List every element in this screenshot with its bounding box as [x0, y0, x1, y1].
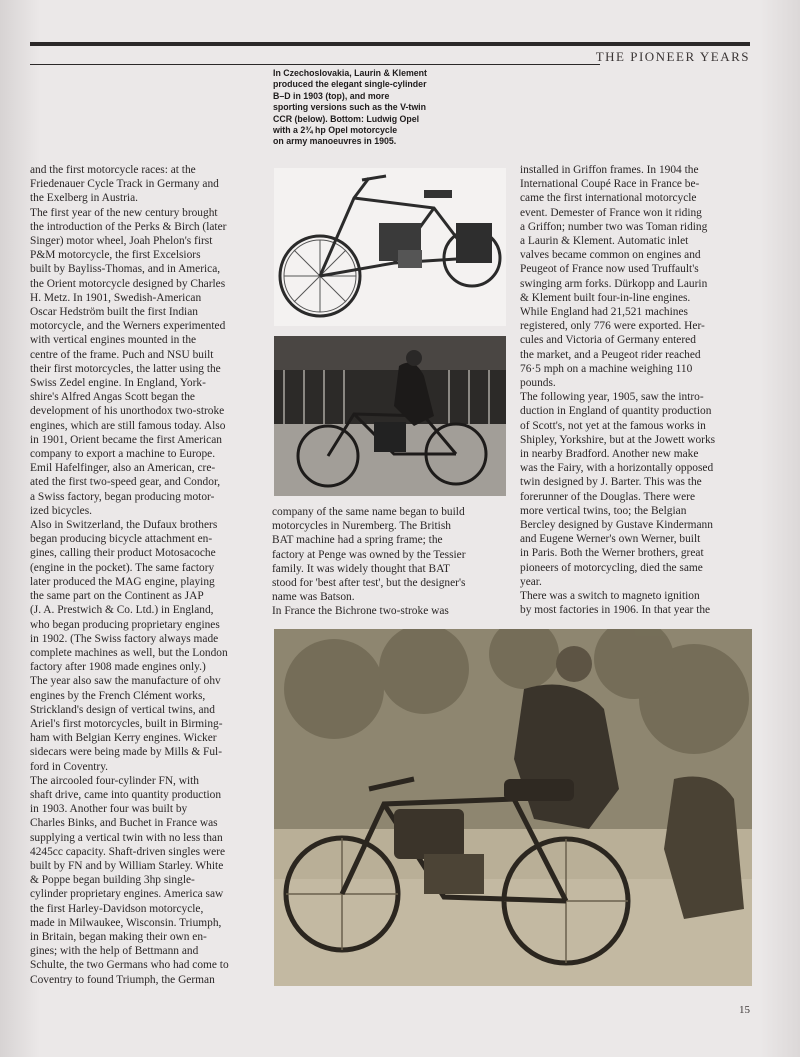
column-3-line: The following year, 1905, saw the intro- [520, 391, 704, 404]
column-1-line: ham with Belgian Kerry engines. Wicker [30, 732, 217, 745]
column-3-line: duction in England of quantity production [520, 405, 712, 418]
column-1-line: company to export a machine to Europe. [30, 448, 216, 461]
column-1-line: H. Metz. In 1901, Swedish-American [30, 291, 202, 304]
column-1-line: (J. A. Prestwich & Co. Ltd.) in England, [30, 604, 214, 617]
column-1-line: sidecars were being made by Mills & Ful- [30, 746, 223, 759]
column-1-line: & Poppe began building 3hp single- [30, 874, 195, 887]
column-1-line: the first Harley-Davidson motorcycle, [30, 902, 204, 915]
column-1-line: The aircooled four-cylinder FN, with [30, 774, 199, 787]
column-3-line: in nearby Bradford. Another new make [520, 448, 699, 461]
column-1-line: with vertical engines mounted in the [30, 334, 197, 347]
column-3-line: was the Fairy, with a horizontally opposed [520, 462, 714, 475]
column-1-line: ford in Coventry. [30, 760, 109, 773]
column-1-line: in 1903. Another four was built by [30, 803, 188, 816]
column-1-line: The year also saw the manufacture of ohv [30, 675, 221, 688]
column-1-line: The first year of the new century brought [30, 206, 218, 219]
column-2-line: family. It was widely thought that BAT [272, 562, 451, 575]
column-1-line: supplying a vertical twin with no less than [30, 831, 223, 844]
column-3-line: installed in Griffon frames. In 1904 the [520, 164, 699, 176]
column-3-line: in Paris. Both the Werner brothers, great [520, 547, 704, 560]
column-1-line: shaft drive, came into quantity production [30, 788, 222, 801]
column-1-line: Oscar Hedström built the first Indian [30, 306, 198, 319]
column-3-line: by most factories in 1906. In that year the [520, 604, 711, 617]
column-3-line: pounds. [520, 377, 556, 390]
column-3-line: Peugeot of France now used Truffault's [520, 263, 699, 276]
column-3-line: International Coupé Race in France be- [520, 178, 700, 191]
motorcycle-illustration-1 [274, 168, 506, 326]
column-3-line: a Griffon; number two was Toman riding [520, 220, 708, 233]
caption-line: on army manoeuvres in 1905. [273, 136, 397, 147]
column-3-line: twin designed by J. Barter. This was the [520, 476, 702, 489]
column-1-line: engines, which are still famous today. Also [30, 419, 226, 432]
column-3-line: While England had 21,521 machines [520, 306, 688, 319]
column-1-line: later produced the MAG engine, playing [30, 575, 215, 588]
photo-caption [273, 68, 513, 148]
column-1-line: their first motorcycles, the latter using the [30, 362, 221, 375]
column-3-line: & Klement built four-in-line engines. [520, 291, 691, 304]
column-1-line: engines by the French Clément works, [30, 689, 206, 702]
running-head: THE PIONEER YEARS [595, 49, 750, 64]
caption-line: In Czechoslovakia, Laurin & Klement [273, 68, 427, 78]
column-1-line: Coventry to found Triumph, the German [30, 973, 215, 986]
column-3-line: forerunner of the Douglas. There were [520, 490, 696, 503]
column-1-line: the Orient motorcycle designed by Charles [30, 277, 226, 290]
column-3-line: registered, only 776 were exported. Her- [520, 320, 705, 333]
column-1-line: ated the first two-speed gear, and Condor, [30, 476, 221, 489]
column-3-line: pioneers of motorcycling, died the same [520, 561, 703, 574]
column-1-line: made in Milwaukee, Wisconsin. Triumph, [30, 916, 222, 929]
column-3-line: came the first international motorcycle [520, 192, 697, 205]
caption-line: B–D in 1903 (top), and more [273, 90, 390, 101]
photo-laurin-klement-bd [274, 168, 506, 326]
column-3-line: and Eugene Werner's own Werner, built [520, 533, 701, 546]
column-3-line: There was a switch to magneto ignition [520, 590, 700, 603]
column-1-line: built by Bayliss-Thomas, and in America, [30, 263, 221, 276]
column-1-line: Schulte, the two Germans who had come to [30, 959, 229, 972]
column-1-line: Emil Hafelfinger, also an American, cre- [30, 462, 216, 475]
caption-line: with a 2¾ hp Opel motorcycle [273, 125, 398, 136]
column-1-line: centre of the frame. Puch and NSU built [30, 348, 214, 361]
column-2-line: stood for 'best after test', but the designer's [272, 577, 466, 590]
column-3-line: more vertical twins, too; the Belgian [520, 504, 687, 517]
column-1-line: in 1901, Orient became the first American [30, 433, 222, 446]
column-2-line: company of the same name began to build [272, 506, 465, 518]
column-2-line: BAT machine had a spring frame; the [272, 534, 443, 547]
header-rule-thick [30, 42, 750, 46]
column-1-line: the Exelberg in Austria. [30, 192, 138, 205]
column-1-line: cylinder proprietary engines. America saw [30, 888, 224, 901]
column-3-line: the market, and a Peugeot rider reached [520, 348, 701, 361]
column-1-line: gines, calling their product Motosacoche [30, 547, 216, 560]
text-column-2 [272, 505, 508, 619]
column-1-line: ized bicycles. [30, 504, 92, 517]
column-1-line: gines; with the help of Bettmann and [30, 945, 199, 958]
text-column-3 [520, 163, 756, 618]
caption-line: produced the elegant single-cylinder [273, 79, 427, 90]
column-2-line: motorcycles in Nuremberg. The British [272, 520, 451, 533]
motorcycle-illustration-3 [274, 629, 752, 986]
column-1-line: Singer) motor wheel, Joah Phelon's first [30, 235, 213, 248]
column-1-line: development of his unorthodox two-stroke [30, 405, 225, 418]
header-rule-thin [30, 64, 600, 65]
motorcycle-illustration-2 [274, 336, 506, 496]
photo-laurin-klement-ccr [274, 336, 506, 496]
column-1-line: Swiss Zedel engine. In England, York- [30, 377, 206, 390]
column-1-line: in Britain, began making their own en- [30, 930, 207, 943]
column-1-line: Friedenauer Cycle Track in Germany and [30, 178, 219, 191]
column-1-line: shire's Alfred Angas Scott began the [30, 391, 195, 404]
column-1-line: and the first motorcycle races: at the [30, 164, 196, 176]
column-2-line: factory at Penge was owned by the Tessier [272, 548, 466, 561]
column-3-line: cules and Victoria of Germany entered [520, 334, 696, 347]
column-3-line: event. Demester of France won it riding [520, 206, 702, 219]
column-1-line: began producing bicycle attachment en- [30, 533, 213, 546]
column-1-line: a Swiss factory, began producing motor- [30, 490, 215, 503]
column-1-line: Strickland's design of vertical twins, and [30, 703, 215, 716]
column-1-line: Charles Binks, and Buchet in France was [30, 817, 218, 830]
column-1-line: P&M motorcycle, the first Excelsiors [30, 249, 201, 262]
column-3-line: Bercley designed by Gustave Kindermann [520, 519, 713, 532]
page-number: 15 [739, 1004, 750, 1016]
column-2-line: In France the Bichrone two-stroke was [272, 605, 449, 618]
photo-ludwig-opel [274, 629, 752, 986]
caption-line: CCR (below). Bottom: Ludwig Opel [273, 113, 420, 124]
column-1-line: the introduction of the Perks & Birch (later [30, 220, 227, 233]
column-1-line: built by FN and by William Starley. White [30, 859, 224, 872]
column-1-line: in 1902. (The Swiss factory always made [30, 632, 219, 645]
column-1-line: complete machines as well, but the London [30, 646, 228, 659]
column-3-line: 76·5 mph on a machine weighing 110 [520, 362, 693, 375]
column-1-line: 4245cc capacity. Shaft-driven singles were [30, 845, 226, 858]
column-1-line: motorcycle, and the Werners experimented [30, 320, 226, 333]
column-1-line: (engine in the pocket). The same factory [30, 561, 215, 574]
column-3-line: swinging arm forks. Dürkopp and Laurin [520, 277, 708, 290]
column-3-line: of Scott's, not yet at the famous works in [520, 419, 706, 432]
column-1-line: Ariel's first motorcycles, built in Birming- [30, 717, 223, 730]
column-3-line: valves became common on engines and [520, 249, 701, 262]
caption-line: sporting versions such as the V-twin [273, 102, 427, 113]
text-column-1 [30, 163, 260, 987]
column-1-line: the same part on the Continent as JAP [30, 590, 204, 603]
column-3-line: year. [520, 575, 542, 588]
column-3-line: a Laurin & Klement. Automatic inlet [520, 235, 689, 248]
column-1-line: factory after 1908 made engines only.) [30, 661, 206, 674]
column-3-line: Shipley, Yorkshire, but at the Jowett works [520, 433, 716, 446]
column-2-line: name was Batson. [272, 591, 355, 604]
column-1-line: who began producing proprietary engines [30, 618, 220, 631]
column-1-line: Also in Switzerland, the Dufaux brothers [30, 519, 218, 532]
